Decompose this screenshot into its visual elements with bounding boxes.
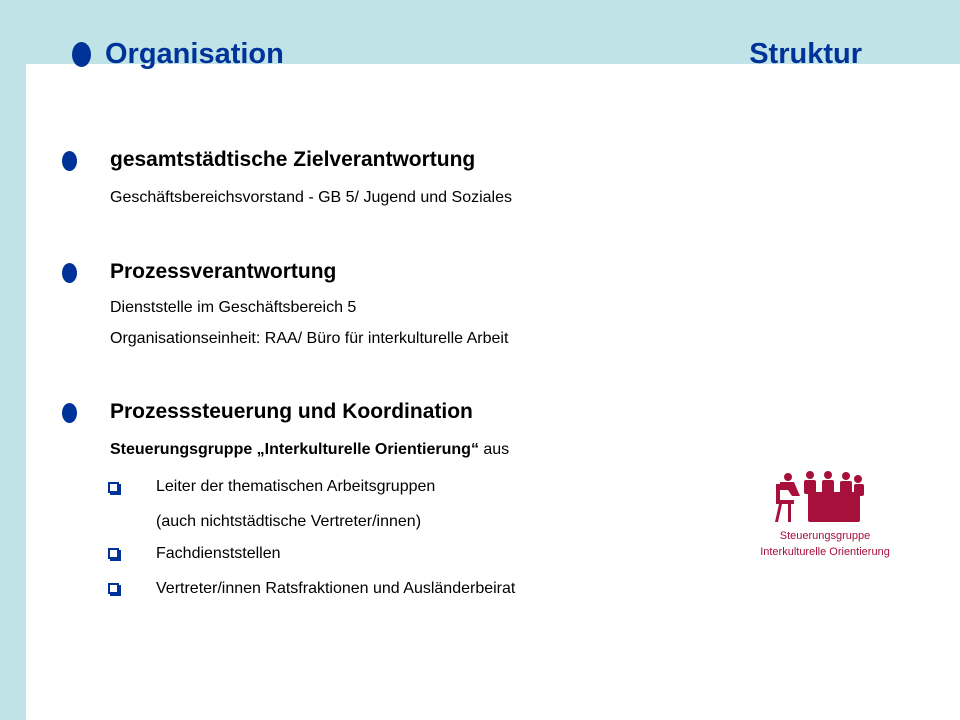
list-item: Leiter der thematischen Arbeitsgruppen <box>156 478 436 495</box>
section-text: Organisationseinheit: RAA/ Büro für interkulturelle Arbeit <box>110 330 509 347</box>
illustration-caption-line1: Steuerungsgruppe <box>779 530 871 542</box>
list-item-note: (auch nichtstädtische Vertreter/innen) <box>156 513 422 530</box>
intro-suffix: aus <box>478 441 510 458</box>
title-organisation: Organisation <box>105 38 284 70</box>
bullet-icon <box>62 151 77 171</box>
section-heading-zielverantwortung: gesamtstädtische Zielverantwortung <box>110 148 476 171</box>
list-item: Vertreter/innen Ratsfraktionen und Ausländerbeirat <box>156 580 516 597</box>
meeting-table-icon <box>770 470 870 526</box>
checkbox-bullet-icon <box>108 482 119 493</box>
steuerungsgruppe-intro <box>110 440 509 460</box>
list-item: Fachdienststellen <box>156 545 281 562</box>
bullet-icon <box>62 403 77 423</box>
slide-title <box>72 36 862 76</box>
checkbox-bullet-icon <box>108 548 119 559</box>
checkbox-bullet-icon <box>108 583 119 594</box>
steuerungsgruppe-name: Steuerungsgruppe „Interkulturelle Orientierung“ <box>110 441 479 458</box>
section-heading-prozesssteuerung: Prozesssteuerung und Koordination <box>110 400 473 423</box>
title-bullet-icon <box>72 42 91 67</box>
section-text: Dienststelle im Geschäftsbereich 5 <box>110 299 357 316</box>
illustration-caption-line2: Interkulturelle Orientierung <box>760 546 890 558</box>
section-text: Geschäftsbereichsvorstand - GB 5/ Jugend und Soziales <box>110 189 512 206</box>
title-struktur: Struktur <box>749 38 862 70</box>
bullet-icon <box>62 263 77 283</box>
section-heading-prozessverantwortung: Prozessverantwortung <box>110 260 337 283</box>
